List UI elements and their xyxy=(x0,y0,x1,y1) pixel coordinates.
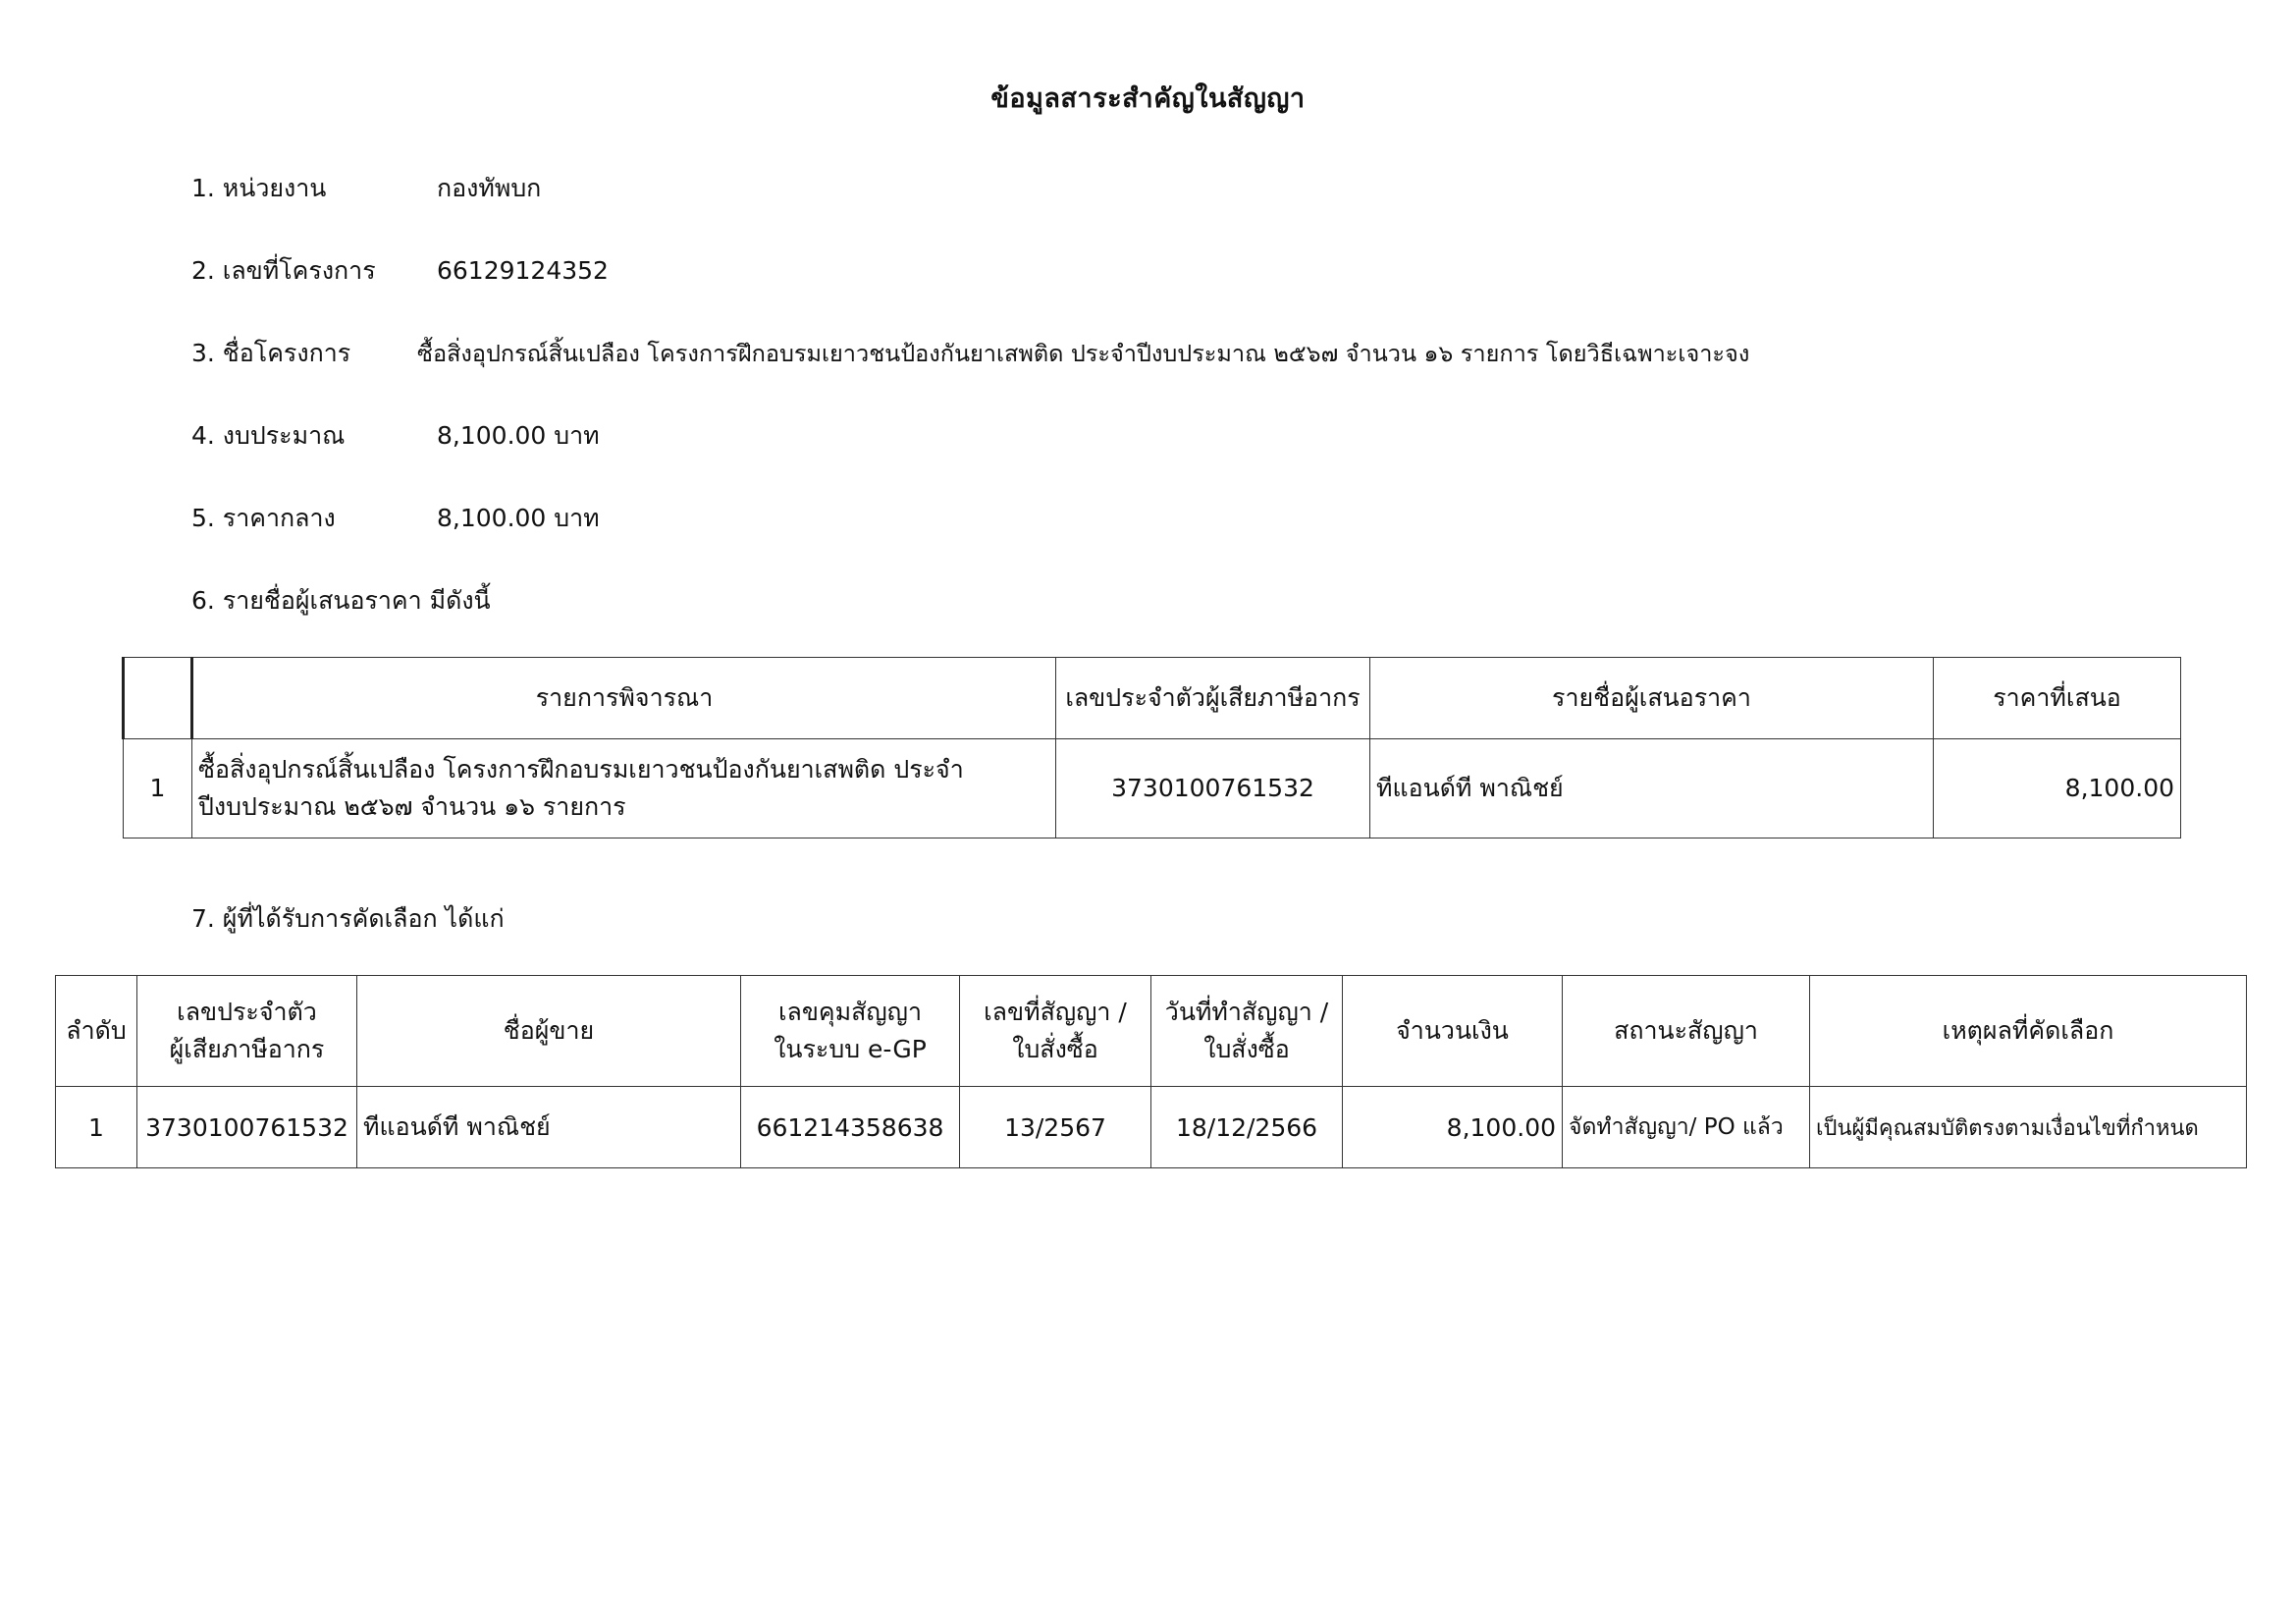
column-header-index xyxy=(124,658,192,739)
winner-table xyxy=(55,975,2247,1168)
table-header-row xyxy=(124,658,2181,739)
column-header-contract-no xyxy=(960,976,1151,1087)
cell-tax-id: 3730100761532 xyxy=(1056,739,1370,839)
cell-price: 8,100.00 xyxy=(1934,739,2181,839)
cell-control-no: 661214358638 xyxy=(741,1087,960,1168)
cell-seller: ทีแอนด์ที พาณิชย์ xyxy=(357,1087,741,1168)
cell-contract-no: 13/2567 xyxy=(960,1087,1151,1168)
bidders-table xyxy=(122,657,2181,839)
field-budget xyxy=(191,416,600,456)
cell-item xyxy=(192,739,1056,839)
table-header-row xyxy=(56,976,2247,1087)
winner-section-label: 7. ผู้ที่ได้รับการคัดเลือก ได้แก่ xyxy=(191,904,505,933)
cell-status: จัดทำสัญญา/ PO แล้ว xyxy=(1563,1087,1810,1168)
cell-bidder-name: ทีแอนด์ที พาณิชย์ xyxy=(1370,739,1934,839)
header-line: ใบสั่งซื้อ xyxy=(1203,1035,1290,1063)
field-median-price xyxy=(191,499,600,538)
column-header-reason: เหตุผลที่คัดเลือก xyxy=(1810,976,2247,1087)
cell-order: 1 xyxy=(56,1087,137,1168)
column-header-item: รายการพิจารณา xyxy=(192,658,1056,739)
column-header-amount: จำนวนเงิน xyxy=(1343,976,1563,1087)
header-line: วันที่ทำสัญญา / xyxy=(1164,998,1329,1026)
cell-tax-id: 3730100761532 xyxy=(137,1087,357,1168)
column-header-tax-id: เลขประจำตัวผู้เสียภาษีอากร xyxy=(1056,658,1370,739)
field-label: 1. หน่วยงาน xyxy=(191,174,327,202)
header-line: เลขประจำตัว xyxy=(177,998,317,1026)
column-header-status: สถานะสัญญา xyxy=(1563,976,1810,1087)
field-label: 2. เลขที่โครงการ xyxy=(191,256,376,285)
field-value: 66129124352 xyxy=(437,256,609,285)
table-row xyxy=(56,1087,2247,1168)
field-value: 8,100.00 บาท xyxy=(437,421,600,450)
header-line: เลขคุมสัญญา xyxy=(777,998,923,1026)
column-header-control-no xyxy=(741,976,960,1087)
header-line: ในระบบ e-GP xyxy=(774,1035,927,1063)
cell-amount: 8,100.00 xyxy=(1343,1087,1563,1168)
field-value: 8,100.00 บาท xyxy=(437,504,600,532)
cell-index: 1 xyxy=(124,739,192,839)
cell-item-line: ซื้อสิ่งอุปกรณ์สิ้นเปลือง โครงการฝึกอบรมเยาวชนป้องกันยาเสพติด ประจำ xyxy=(198,755,964,784)
document-title: ข้อมูลสาระสำคัญในสัญญา xyxy=(990,83,1306,114)
field-value: ซื้อสิ่งอุปกรณ์สิ้นเปลือง โครงการฝึกอบรมเยาวชนป้องกันยาเสพติด ประจำปีงบประมาณ ๒๕๖๗ จำนวน ๑๖ รายการ โดยวิธีเฉพาะเจาะจง xyxy=(417,340,1750,367)
column-header-seller: ชื่อผู้ขาย xyxy=(357,976,741,1087)
field-label: 4. งบประมาณ xyxy=(191,421,346,450)
header-line: ใบสั่งซื้อ xyxy=(1012,1035,1098,1063)
cell-contract-date: 18/12/2566 xyxy=(1151,1087,1343,1168)
cell-item-line: ปีงบประมาณ ๒๕๖๗ จำนวน ๑๖ รายการ xyxy=(198,792,626,821)
column-header-contract-date xyxy=(1151,976,1343,1087)
field-label: 5. ราคากลาง xyxy=(191,504,336,532)
column-header-price: ราคาที่เสนอ xyxy=(1934,658,2181,739)
field-label: 3. ชื่อโครงการ xyxy=(191,339,351,367)
header-line: ผู้เสียภาษีอากร xyxy=(169,1035,325,1063)
table-row xyxy=(124,739,2181,839)
cell-reason: เป็นผู้มีคุณสมบัติตรงตามเงื่อนไขที่กำหนด xyxy=(1810,1087,2247,1168)
column-header-tax-id xyxy=(137,976,357,1087)
field-agency xyxy=(191,169,541,208)
column-header-order: ลำดับ xyxy=(56,976,137,1087)
field-value: กองทัพบก xyxy=(437,174,542,202)
column-header-bidder-name: รายชื่อผู้เสนอราคา xyxy=(1370,658,1934,739)
header-line: เลขที่สัญญา / xyxy=(984,998,1127,1026)
field-project-name xyxy=(191,334,1749,373)
field-project-no xyxy=(191,251,609,291)
bidders-section-label: 6. รายชื่อผู้เสนอราคา มีดังนี้ xyxy=(191,586,491,615)
